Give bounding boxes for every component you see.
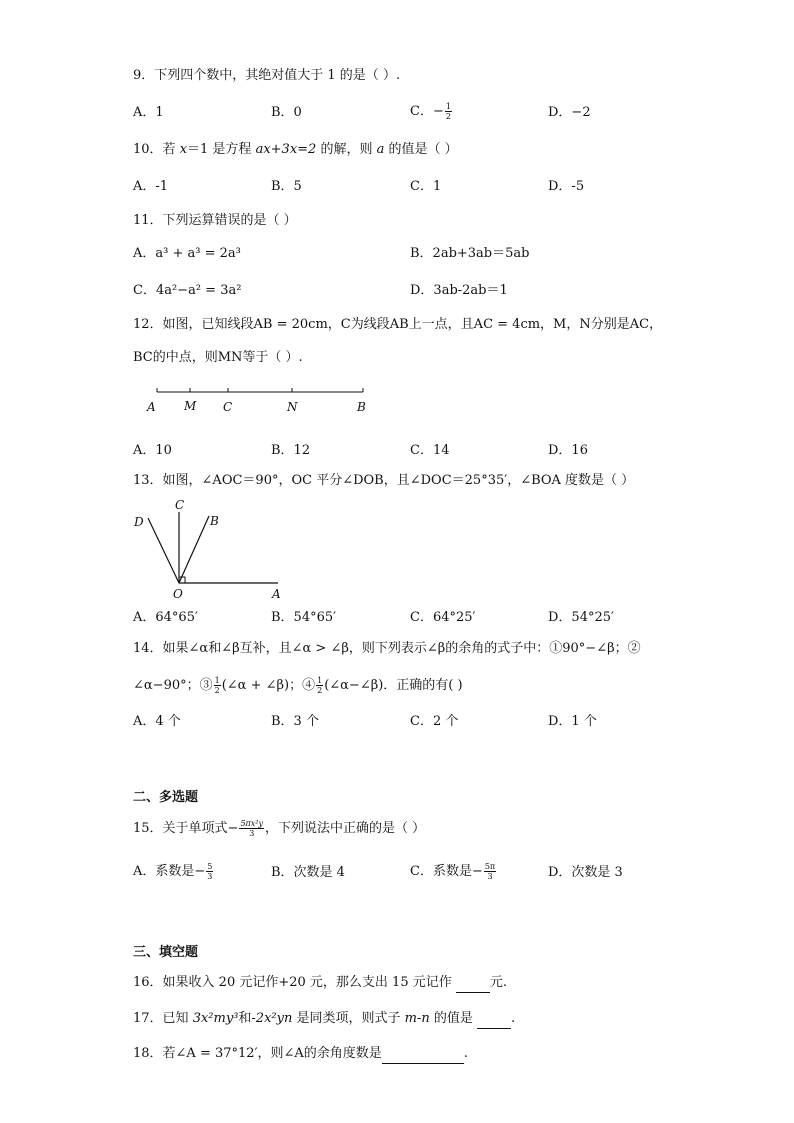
q10-option-b: B．5 <box>271 179 302 194</box>
q17-expr-3: m-n <box>404 1011 430 1026</box>
q10-option-c: C．1 <box>410 179 442 194</box>
q15-option-a <box>133 862 214 881</box>
q15-option-c-fraction <box>484 862 496 881</box>
q15-text-2: ，下列说法中正确的是（ ） <box>265 821 426 836</box>
question-9-stem: 9．下列四个数中，其绝对值大于 1 的是（ ）. <box>133 68 401 83</box>
frac-numerator: 5πx²y <box>240 819 264 828</box>
q10-text-4: 的值是（ ） <box>384 142 458 157</box>
q15-option-c-prefix: C．系数是− <box>410 864 483 879</box>
q17-text-3: 是同类项，则式子 <box>292 1011 405 1026</box>
q9-option-c <box>410 102 453 121</box>
question-10-stem <box>133 141 458 159</box>
q11-option-a: A．a³ + a³ = 2a³ <box>133 246 241 261</box>
frac-numerator: 5 <box>207 862 213 871</box>
label-a: A <box>272 587 281 601</box>
question-18 <box>133 1045 468 1064</box>
q13-option-d: D．54°25′ <box>548 610 614 625</box>
label-b: B <box>210 514 219 528</box>
frac-denominator: 3 <box>249 829 255 838</box>
q10-text-3: 的解，则 <box>316 142 377 157</box>
q18-stem: 18．若∠A = 37°12′，则∠A的余角度数是 <box>133 1046 382 1061</box>
q9-fraction <box>445 102 452 121</box>
frac-denominator: 2 <box>317 686 323 695</box>
q15-option-a-fraction <box>206 862 213 881</box>
q15-monomial-fraction <box>239 819 264 838</box>
q17-expr-1: 3x²my³ <box>192 1011 239 1026</box>
q15-option-b: B．次数是 4 <box>271 865 345 880</box>
q10-option-d: D．-5 <box>548 179 585 194</box>
q14-line2-part-c: (∠α−∠β)．正确的有( ) <box>324 678 463 693</box>
question-11-stem: 11．下列运算错误的是（ ） <box>133 213 297 228</box>
q14-half-fraction-1 <box>214 676 221 695</box>
question-12-stem-line1: 12．如图，已知线段AB = 20cm，C为线段AB上一点，且AC = 4cm，M，N分别是AC， <box>133 317 663 332</box>
q11-option-c: C．4a²−a² = 3a² <box>133 283 242 298</box>
q16-end: 元. <box>489 975 507 990</box>
q17-text-2: 和 <box>238 1011 252 1026</box>
label-b: B <box>357 400 366 414</box>
question-14-stem-line2 <box>133 676 463 695</box>
q12-option-d: D．16 <box>548 443 588 458</box>
question-12-stem-line2: BC的中点，则MN等于（ ）. <box>133 350 303 365</box>
frac-numerator: 1 <box>317 676 323 685</box>
angle-figure <box>128 496 298 602</box>
question-15-stem <box>133 819 425 838</box>
q10-var-x: x <box>179 142 188 157</box>
q14-line2-part-b: (∠α + ∠β)；④ <box>221 678 316 693</box>
frac-denominator: 3 <box>207 872 213 881</box>
ray-ob <box>179 516 209 583</box>
q18-answer-blank[interactable] <box>382 1045 464 1064</box>
question-16 <box>133 974 507 993</box>
frac-denominator: 3 <box>487 872 493 881</box>
q10-option-a: A．-1 <box>133 179 169 194</box>
q16-answer-blank[interactable] <box>456 974 490 993</box>
q17-end: . <box>510 1011 516 1026</box>
q15-option-a-prefix: A．系数是− <box>133 864 206 879</box>
q14-option-c: C．2 个 <box>410 714 459 729</box>
section-heading-fill-in: 三、填空题 <box>133 945 199 960</box>
label-a: A <box>147 400 156 414</box>
frac-numerator: 1 <box>214 676 220 685</box>
label-m: M <box>184 399 197 413</box>
q16-stem: 16．如果收入 20 元记作+20 元，那么支出 15 元记作 <box>133 975 456 990</box>
q14-line2-part-a: ∠α−90°；③ <box>133 678 213 693</box>
q15-option-d: D．次数是 3 <box>548 865 623 880</box>
q10-text-2: ＝1 是方程 <box>187 142 256 157</box>
q17-text-1: 17．已知 <box>133 1011 193 1026</box>
q13-option-c: C．64°25′ <box>410 610 476 625</box>
label-n: N <box>287 400 298 414</box>
segment-figure <box>140 384 380 418</box>
q17-answer-blank[interactable] <box>477 1010 511 1029</box>
q12-option-c: C．14 <box>410 443 450 458</box>
q14-option-b: B．3 个 <box>271 714 319 729</box>
q18-end: . <box>463 1046 468 1061</box>
frac-numerator: 1 <box>445 102 451 111</box>
q17-text-4: 的值是 <box>429 1011 477 1026</box>
q12-option-b: B．12 <box>271 443 311 458</box>
q11-option-b: B．2ab+3ab＝5ab <box>410 246 530 261</box>
label-d: D <box>134 515 144 529</box>
q15-text-1: 15．关于单项式− <box>133 821 239 836</box>
q9-option-b: B．0 <box>271 105 302 120</box>
frac-numerator: 5π <box>484 862 496 871</box>
label-c: C <box>223 400 233 414</box>
section-heading-multi-choice: 二、多选题 <box>133 790 199 805</box>
question-17 <box>133 1010 515 1029</box>
q17-expr-2: -2x²yn <box>251 1011 293 1026</box>
q12-option-a: A．10 <box>133 443 172 458</box>
q13-option-a: A．64°65′ <box>133 610 198 625</box>
q14-option-d: D．1 个 <box>548 714 597 729</box>
question-14-stem-line1: 14．如果∠α和∠β互补，且∠α > ∠β，则下列表示∠β的余角的式子中：①90°−∠β；② <box>133 641 641 656</box>
q10-var-a: a <box>376 142 385 157</box>
q11-option-d: D．3ab-2ab＝1 <box>410 283 508 298</box>
q9-option-c-prefix: C．− <box>410 104 444 119</box>
frac-denominator: 2 <box>214 686 220 695</box>
q14-option-a: A．4 个 <box>133 714 181 729</box>
label-c: C <box>175 498 185 512</box>
q14-half-fraction-2 <box>316 676 323 695</box>
ray-od <box>148 518 179 583</box>
label-o: O <box>173 587 183 601</box>
q9-option-a: A．1 <box>133 105 164 120</box>
q15-option-c <box>410 862 497 881</box>
q9-option-d: D．−2 <box>548 105 591 120</box>
frac-denominator: 2 <box>445 112 451 121</box>
q13-option-b: B．54°65′ <box>271 610 337 625</box>
question-13-stem: 13．如图，∠AOC＝90°，OC 平分∠DOB，且∠DOC＝25°35′，∠BOA 度数是（ ） <box>133 473 635 488</box>
q10-equation: ax+3x=2 <box>255 142 317 157</box>
q10-text-1: 10．若 <box>133 142 180 157</box>
